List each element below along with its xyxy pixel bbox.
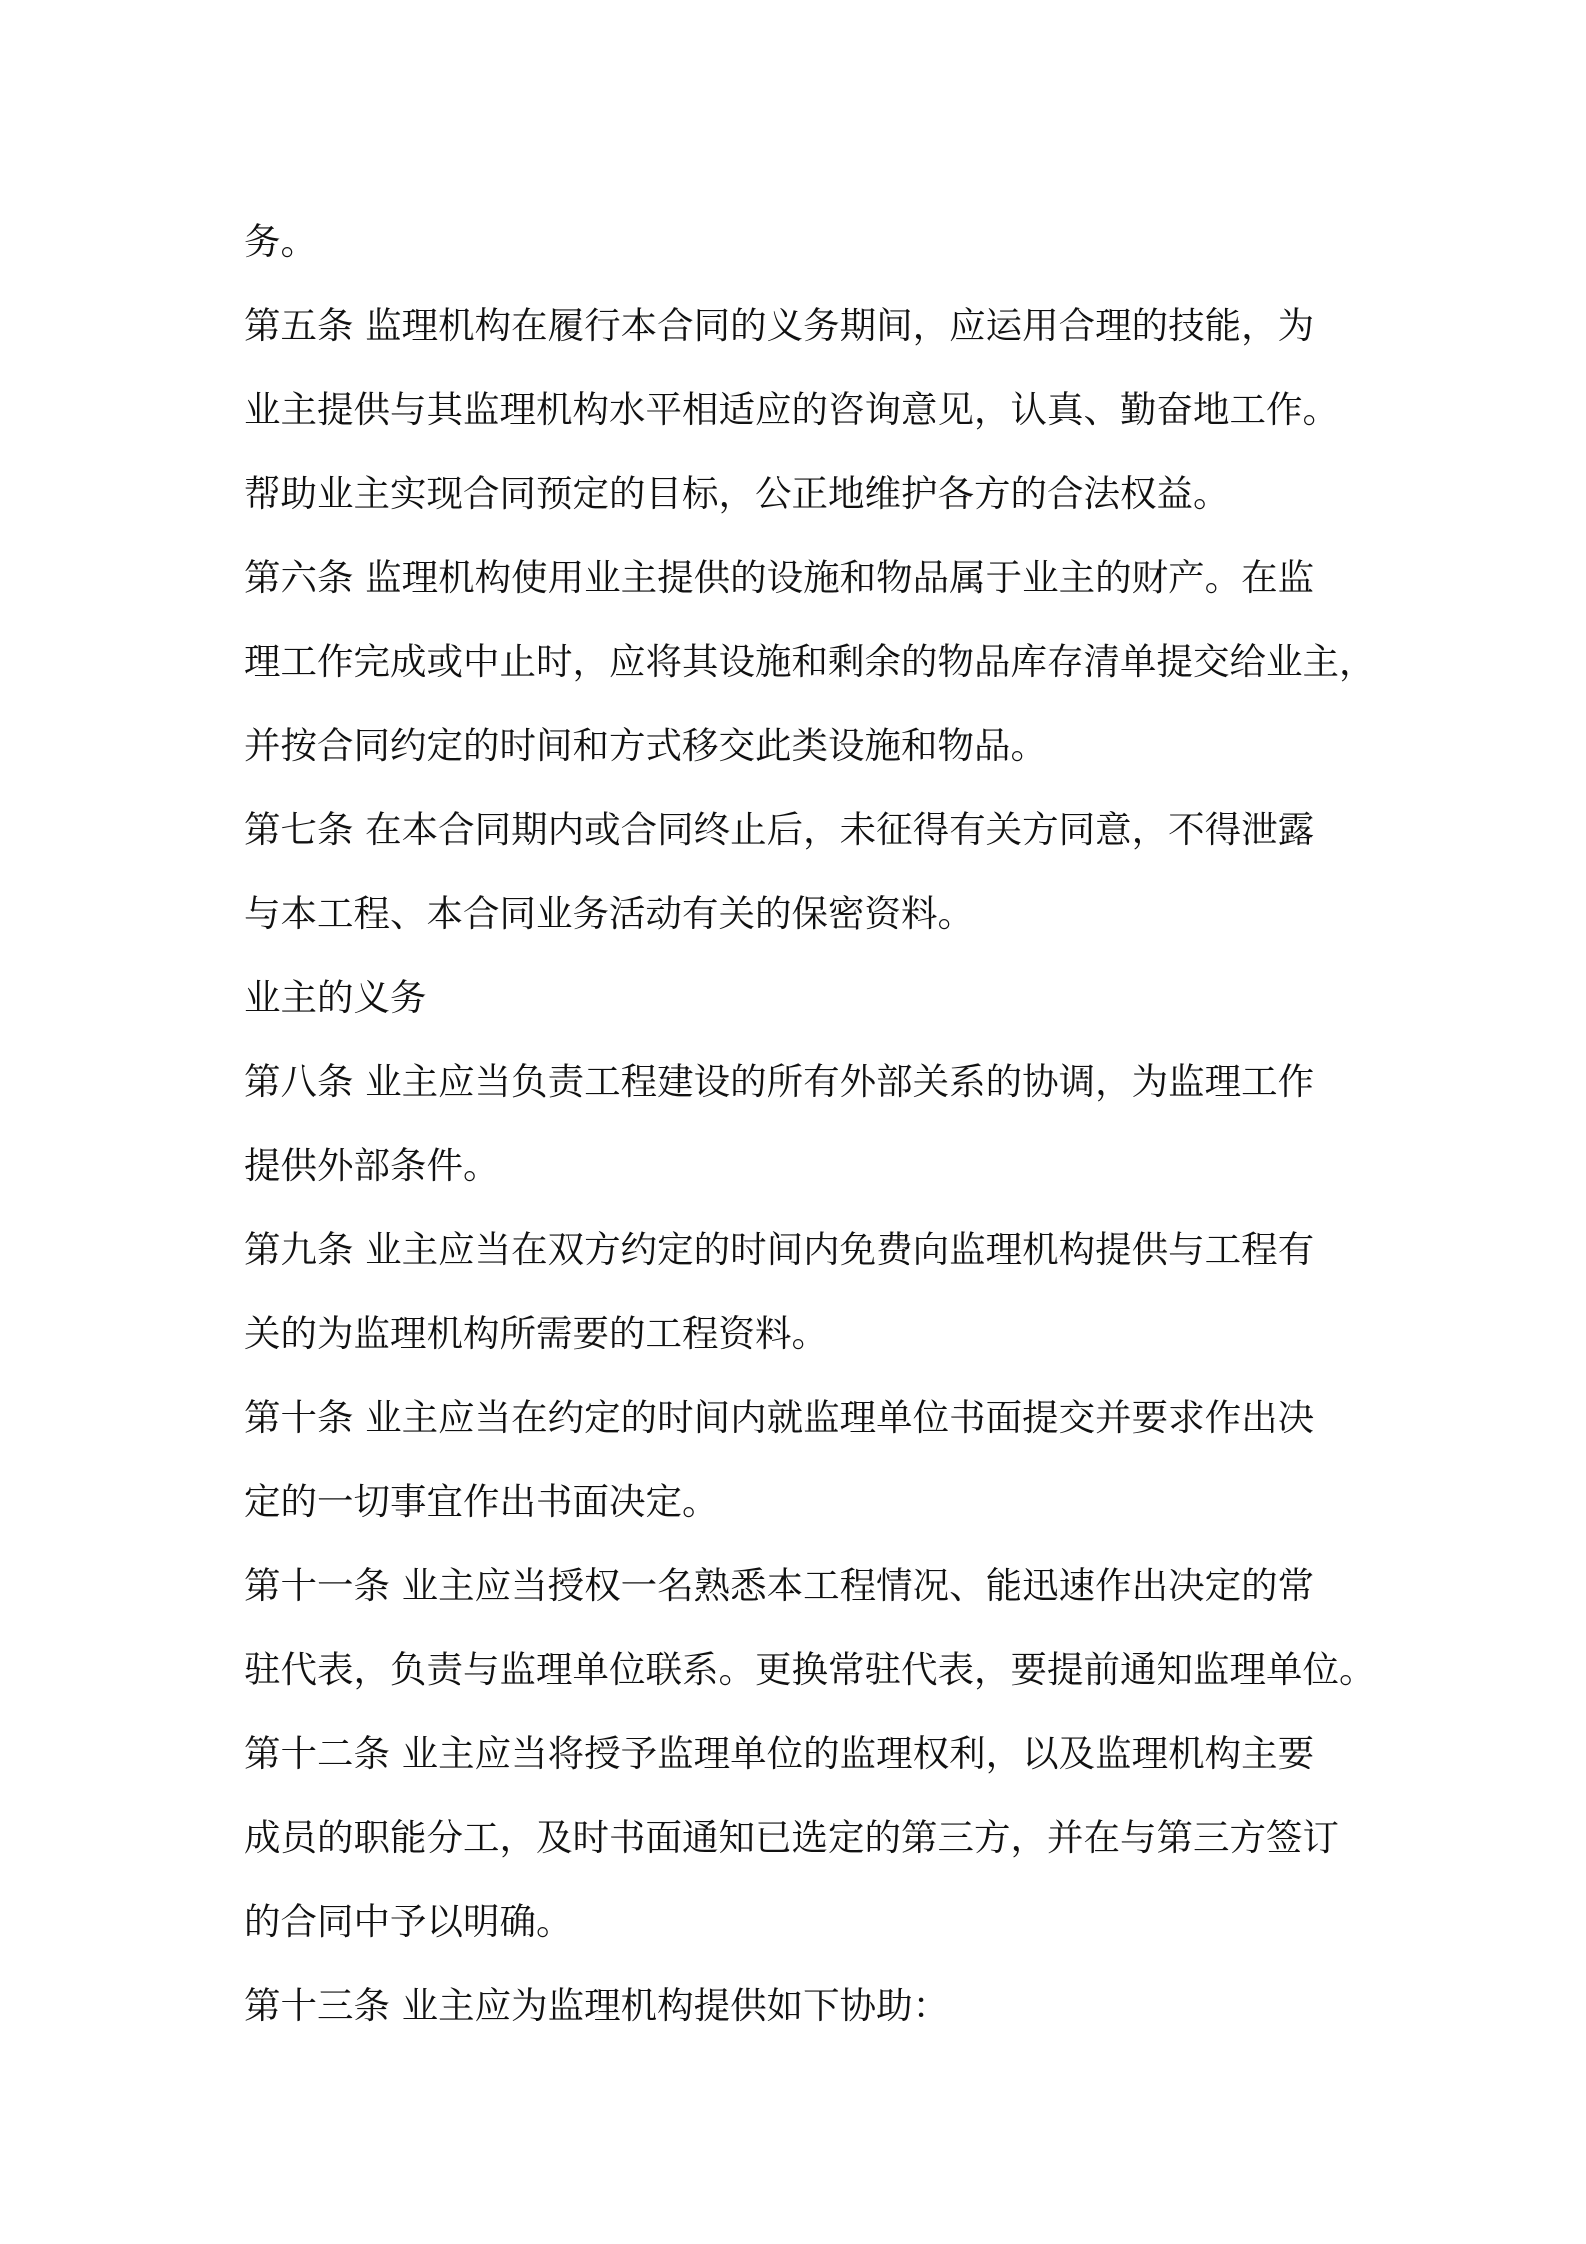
text-line: 第十二条 业主应当将授予监理单位的监理权利，以及监理机构主要: [244, 1732, 1315, 1775]
text-line: 第八条 业主应当负责工程建设的所有外部关系的协调，为监理工作: [244, 1060, 1315, 1103]
text-line: 驻代表，负责与监理单位联系。更换常驻代表，要提前通知监理单位。: [244, 1648, 1376, 1691]
text-line: 第九条 业主应当在双方约定的时间内免费向监理机构提供与工程有: [244, 1228, 1315, 1271]
text-line: 提供外部条件。: [244, 1144, 500, 1187]
text-line: 业主提供与其监理机构水平相适应的咨询意见，认真、勤奋地工作。: [244, 388, 1339, 431]
text-line: 第十三条 业主应为监理机构提供如下协助：: [244, 1984, 950, 2027]
text-line: 第六条 监理机构使用业主提供的设施和物品属于业主的财产。在监: [244, 556, 1315, 599]
text-line: 第五条 监理机构在履行本合同的义务期间，应运用合理的技能，为: [244, 304, 1315, 347]
text-line: 务。: [244, 220, 317, 263]
text-line: 帮助业主实现合同预定的目标，公正地维护各方的合法权益。: [244, 472, 1230, 515]
text-line: 定的一切事宜作出书面决定。: [244, 1480, 719, 1523]
text-line: 与本工程、本合同业务活动有关的保密资料。: [244, 892, 974, 935]
text-line: 第十一条 业主应当授权一名熟悉本工程情况、能迅速作出决定的常: [244, 1564, 1315, 1607]
text-line: 第十条 业主应当在约定的时间内就监理单位书面提交并要求作出决: [244, 1396, 1315, 1439]
text-line: 理工作完成或中止时，应将其设施和剩余的物品库存清单提交给业主，: [244, 640, 1376, 683]
text-line: 第七条 在本合同期内或合同终止后，未征得有关方同意，不得泄露: [244, 808, 1315, 851]
text-line: 成员的职能分工，及时书面通知已选定的第三方，并在与第三方签订: [244, 1816, 1339, 1859]
text-line: 的合同中予以明确。: [244, 1900, 573, 1943]
text-line: 关的为监理机构所需要的工程资料。: [244, 1312, 828, 1355]
document-body: [244, 200, 1376, 2048]
text-line: 并按合同约定的时间和方式移交此类设施和物品。: [244, 724, 1047, 767]
section-heading: 业主的义务: [244, 976, 427, 1019]
